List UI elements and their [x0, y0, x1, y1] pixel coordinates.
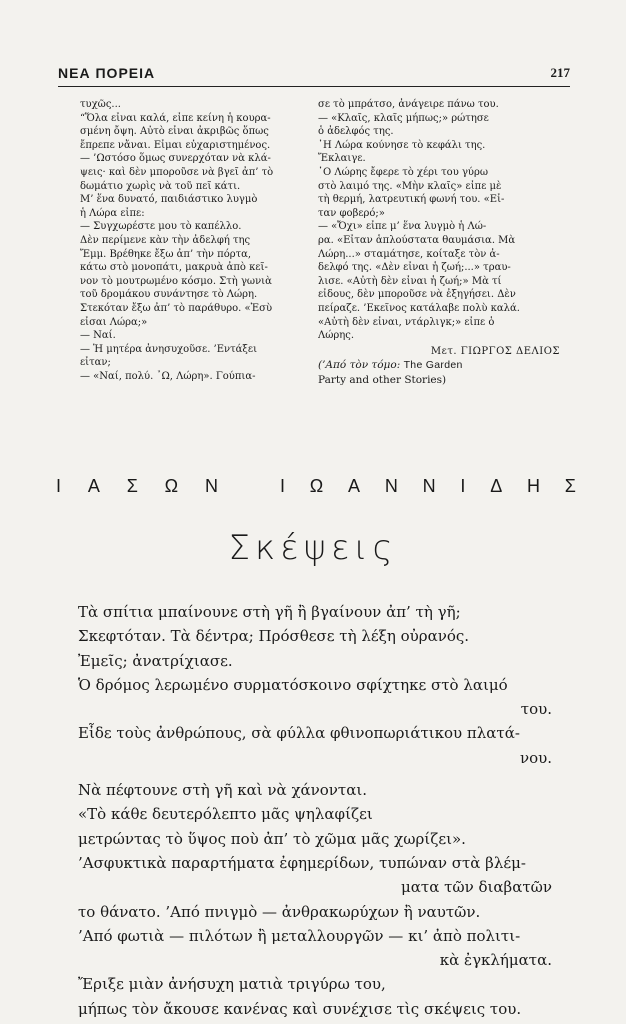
text-line: — Ἡ μητέρα ἀνησυχοῦσε. ’Εντάξει — [80, 343, 257, 355]
poem-line: ματα τῶν διαβατῶν — [401, 878, 552, 897]
text-line: δελφό της. «Δὲν εἶναι ἡ ζωή;...» τραυ- — [318, 262, 511, 274]
text-line: ρα. «Εἶταν ἁπλούστατα θαυμάσια. Μὰ — [318, 234, 516, 246]
text-line: ἔπρεπε νἄναι. Εἶμαι εὐχαριστημένος. — [80, 139, 271, 151]
text-line: εἶδους, δὲν μποροῦσε νὰ ἐξηγήσει. Δὲν — [318, 289, 516, 301]
text-line: — «Ναί, πολύ. ῏Ω, Λώρη». Γούπια- — [80, 370, 256, 382]
poem-line: Τὰ σπίτια μπαίνουνε στὴ γῆ ἢ βγαίνουν ἀπ’ τὴ γῆ; — [78, 603, 461, 621]
source-title: The Garden — [403, 359, 463, 372]
poem-line: μετρώντας τὸ ὕψος ποὺ ἀπ’ τὸ χῶμα μᾶς χωρίζει». — [78, 829, 466, 848]
poem-line: Ὁ δρόμος λερωμένο συρματόσκοινο σφίχτηκε στὸ λαιμό — [78, 675, 508, 694]
text-line: σε τὸ μπράτσο, ἀνάγειρε πάνω του. — [318, 99, 499, 110]
text-line: — ’Ωστόσο ὅμως συνερχόταν νὰ κλά- — [80, 153, 271, 165]
text-line: τοῦ δρομάκου συνάντησε τὸ Λώρη. — [80, 289, 258, 301]
text-line: κάτω στὸ μονοπάτι, μακρυὰ ἀπὸ κεῖ- — [80, 262, 268, 274]
text-line: Δὲν περίμενε κὰν τὴν ἀδελφή της — [80, 234, 251, 246]
text-line: — «Κλαῖς, κλαῖς μήπως;» ρώτησε — [318, 112, 489, 124]
text-line: Ἔμμ. Βρέθηκε ἔξω ἀπ’ τὴν πόρτα, — [80, 248, 252, 260]
text-line: στὸ λαιμό της. «Μὴν κλαῖς» εἶπε μὲ — [318, 180, 502, 192]
text-line: ἡ Λώρα εἶπε: — [80, 207, 145, 219]
poem-line: «Τὸ κάθε δευτερόλεπτο μᾶς ψηλαφίζει — [78, 805, 373, 824]
text-line: δωμάτιο χωρὶς νὰ τοῦ πεῖ κάτι. — [80, 180, 241, 192]
poem-line: Σκεφτόταν. Τὰ δέντρα; Πρόσθεσε τὴ λέξη οὐρανός. — [78, 627, 470, 646]
right-column — [318, 98, 566, 388]
author-first-name — [56, 476, 218, 497]
text-line: ῾Η Λώρα κούνησε τὸ κεφάλι της. — [318, 139, 486, 151]
text-line: Λώρης. — [318, 330, 355, 342]
author-letter: Α — [87, 476, 100, 496]
text-line: — Συγχωρέστε μου τὸ καπέλλο. — [80, 221, 242, 233]
text-line: Στεκόταν ἔξω ἀπ’ τὸ παράθυρο. «Ἐσὺ — [80, 302, 273, 314]
author-letter: Ν — [422, 476, 436, 496]
author-letter: Η — [527, 476, 541, 496]
text-line: Ἔκλαιγε. — [318, 153, 366, 165]
text-line: τὴ θερμή, λατρευτική φωνή του. «Εἶ- — [318, 194, 505, 206]
author-name — [56, 476, 576, 497]
text-line: Μ’ ἕνα δυνατό, παιδιάστικο λυγμὸ — [80, 194, 258, 206]
poem-line: ’Από φωτιὰ — πιλότων ἢ μεταλλουργῶν — κι’ ἀπὸ πολιτι- — [78, 926, 521, 945]
left-column — [80, 98, 316, 383]
poem-line: Ἐμεῖς; ἀνατρίχιασε. — [78, 651, 233, 670]
poem-line: το θάνατο. ’Από πνιγμὸ — ἀνθρακωρύχων ἢ ναυτῶν. — [78, 902, 481, 921]
text-line: ὁ ἀδελφός της. — [318, 126, 394, 138]
source-note — [318, 358, 566, 373]
text-line: ταν φοβερό;» — [318, 207, 385, 219]
text-line: ψεις· καὶ δὲν μποροῦσε νὰ βγεῖ ἀπ’ τὸ — [80, 166, 274, 178]
poem-body — [78, 600, 564, 1021]
page-header — [58, 62, 570, 87]
author-letter: Ν — [204, 476, 218, 496]
text-line: «Αὐτὴ δὲν εἶναι, ντάρλιγκ;» εἶπε ὁ — [318, 316, 495, 328]
author-letter: Ω — [309, 476, 324, 496]
text-line: λισε. «Αὐτὴ δὲν εἶναι ἡ ζωή;» Μὰ τί — [318, 275, 502, 287]
author-letter: Σ — [564, 476, 576, 496]
author-letter: Ι — [280, 476, 286, 496]
text-line: πείραζε. ’Εκεῖνος κατάλαβε πολὺ καλά. — [318, 302, 520, 314]
text-line: “Ὅλα εἶναι καλά, εἶπε κείνη ἡ κουρα- — [80, 112, 271, 124]
text-line: εἶταν; — [80, 357, 111, 369]
author-letter: Α — [348, 476, 361, 496]
translator-credit: Μετ. ΓΙΩΡΓΟΣ ΔΕΛΙΟΣ — [430, 345, 560, 357]
poem-line: νου. — [519, 748, 552, 767]
stanza-gap — [78, 770, 564, 778]
author-letter: Ι — [460, 476, 466, 496]
poem-line: κὰ ἐγκλήματα. — [439, 951, 552, 970]
text-line: εἶσαι Λώρα;» — [80, 316, 148, 328]
author-last-name — [280, 476, 576, 497]
text-line: — «Ὄχι» εἶπε μ’ ἕνα λυγμὸ ἡ Λώ- — [318, 221, 487, 233]
poem-line: Ἔριξε μιὰν ἀνήσυχη ματιὰ τριγύρω του, — [78, 975, 386, 994]
poem-line: Εἶδε τοὺς ἀνθρώπους, σὰ φύλλα φθινοπωριάτικου πλατά- — [78, 724, 520, 743]
text-line: τυχῶς... — [80, 99, 121, 110]
source-prefix: (’Από τὸν τόμο: — [318, 359, 401, 372]
author-letter: Ω — [164, 476, 179, 496]
text-line: ῾Ο Λώρης ἔφερε τὸ χέρι του γύρω — [318, 166, 489, 178]
poem-title: Σκέψεις — [228, 528, 398, 568]
text-line: σμένη ὄψη. Αὐτὸ εἶναι ἀκριβῶς ὅπως — [80, 126, 269, 138]
text-line: νον τὸ μουτρωμένο κόσμο. Στὴ γωνιὰ — [80, 275, 272, 287]
author-letter: Ν — [384, 476, 398, 496]
poem-line: ’Ασφυκτικὰ παραρτήματα ἐφημερίδων, τυπώναν στὰ βλέμ- — [78, 853, 526, 872]
page-number: 217 — [550, 65, 570, 80]
magazine-title: ΝΕΑ ΠΟΡΕΙΑ — [58, 65, 156, 81]
text-line: Λώρη...» σταμάτησε, κοίταξε τὸν ἀ- — [318, 248, 500, 260]
poem-line: του. — [520, 700, 552, 719]
author-letter: Σ — [126, 476, 138, 496]
source-title-cont: Party and other Stories) — [318, 374, 447, 387]
author-letter: Δ — [490, 476, 503, 496]
text-line: — Ναί. — [80, 330, 116, 342]
poem-line: μήπως τὸν ἄκουσε κανένας καὶ συνέχισε τὶς σκέψεις του. — [78, 999, 522, 1018]
author-letter: Ι — [56, 476, 62, 496]
poem-line: Νὰ πέφτουνε στὴ γῆ καὶ νὰ χάνονται. — [78, 781, 368, 800]
